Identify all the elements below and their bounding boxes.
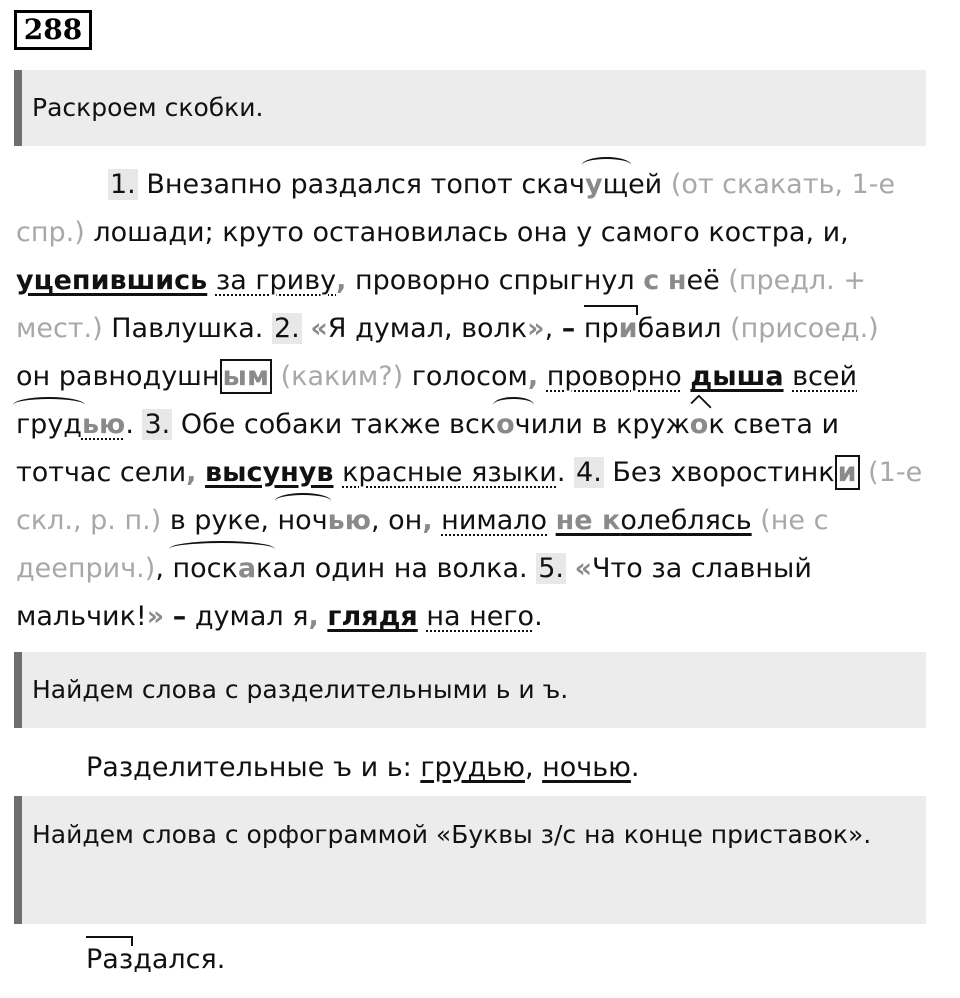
section-heading-brackets: Раскроем скобки.	[14, 70, 926, 146]
exercise-number: 288	[14, 10, 92, 50]
text-line: грудью. 3. Обе собаки также вскочили в кружок света и	[16, 401, 916, 449]
section-heading-dividers: Найдем слова с разделительными ь и ъ.	[14, 652, 926, 728]
section-heading-prefixes: Найдем слова с орфограммой «Буквы з/с на конце приставок».	[14, 796, 926, 924]
text-line: дееприч.), поскакал один на волка. 5. «Что за славный	[16, 545, 916, 593]
exercise-text	[16, 161, 923, 641]
text-line: уцепившись за гриву, проворно спрыгнул с неё (предл. +	[16, 265, 866, 296]
sentence-number: 1.	[110, 169, 136, 200]
dividers-answer: Разделительные ъ и ь: грудью, ночью.	[86, 752, 640, 783]
prefix-answer: Раздался.	[86, 936, 225, 984]
text-line: 1. Внезапно раздался топот скачущей (от скакать, 1-е	[16, 161, 916, 209]
text-line: скл., р. п.) в руке, ночью, он, нимало не колеблясь (не с	[16, 497, 916, 545]
text-line: тотчас сели, высунув красные языки. 4. Без хворостинк и (1-е	[16, 457, 923, 488]
text-line: он равнодушн ым (каким?) голосом, проворно дыша всей	[16, 361, 858, 392]
text-line: мальчик!» – думал я, глядя на него.	[16, 601, 543, 632]
text-line: спр.) лошади; круто остановилась она у самого костра, и,	[16, 217, 849, 248]
text-line: мест.) Павлушка. 2. «Я думал, волк», – прибавил (присоед.)	[16, 305, 916, 353]
